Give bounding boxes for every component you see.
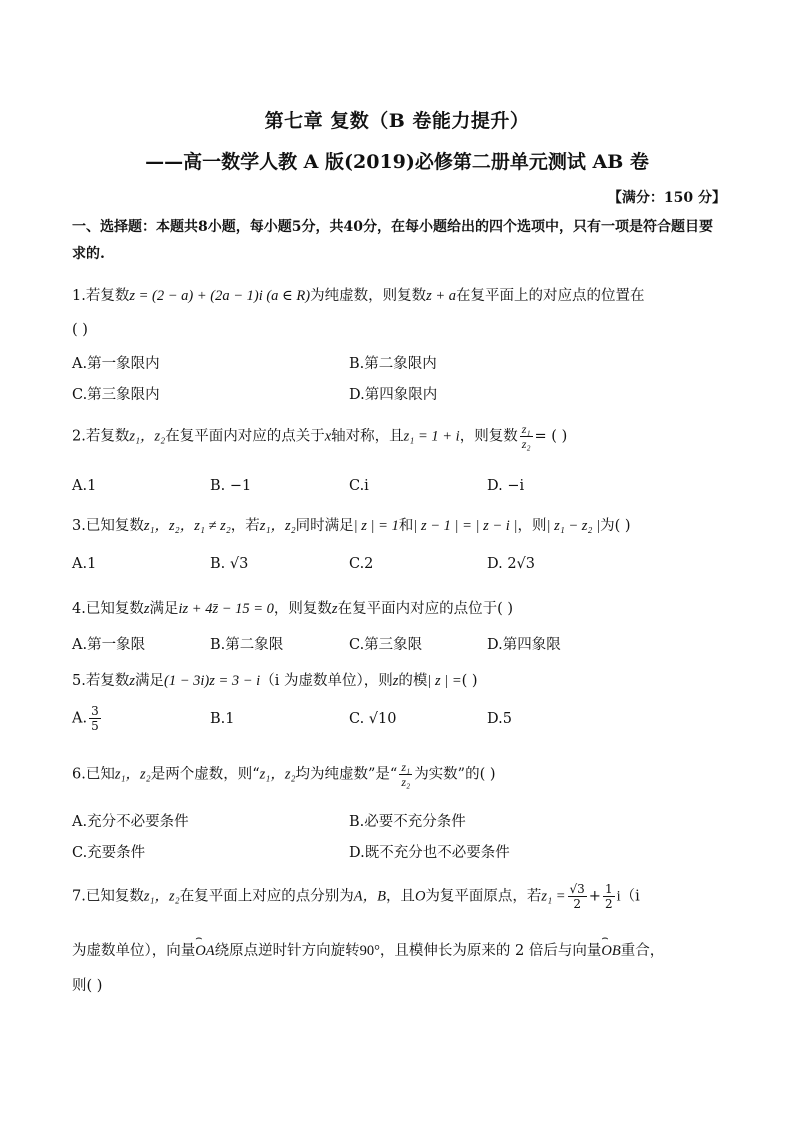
- fraction: $\frac{3}{5}$: [91, 704, 99, 733]
- question-6-stem: 6.已知z₁，z₂是两个虚数，则“z₁，z₂均为纯虚数”是“ $\frac{\text{z₁}}{\text{z₂}}$ 为实数”的( ): [72, 760, 496, 789]
- question-2-option-b: B. −1: [210, 478, 252, 494]
- question-1-paren: ( ): [72, 322, 88, 338]
- question-5-option-c: C. √10: [349, 711, 397, 727]
- page-title: 第七章 复数（B 卷能力提升）: [264, 110, 530, 132]
- question-1-option-d: D.第四象限内: [349, 387, 438, 403]
- question-4-option-d: D.第四象限: [487, 637, 561, 653]
- question-6-option-d: D.既不充分也不必要条件: [349, 845, 510, 861]
- fraction: $\frac{\text{z₁}}{\text{z₂}}$: [401, 760, 411, 789]
- question-4-stem: 4.已知复数z满足iz + 4z̄ − 15 = 0，则复数z在复平面内对应的点位于( ): [72, 601, 514, 617]
- question-7-paren: 则( ): [72, 978, 103, 994]
- question-7-stem: 7.已知复数z₁，z₂在复平面上对应的点分别为A，B，且O为复平面原点，若z₁ = $\frac{√3}{2}$ + $\frac{1}{2}$ i（i: [72, 882, 640, 911]
- question-6-option-c: C.充要条件: [72, 845, 146, 861]
- question-1-option-c: C.第三象限内: [72, 387, 160, 403]
- page-subtitle: ——高一数学人教 A 版(2019)必修第二册单元测试 AB 卷: [145, 151, 649, 173]
- question-5-option-b: B.1: [210, 711, 235, 727]
- question-1-stem: 1.若复数z = (2 − a) + (2a − 1)i (a ∈ R)为纯虚数，则复数z + a在复平面上的对应点的位置在: [72, 288, 645, 304]
- question-1-option-a: A.第一象限内: [72, 356, 160, 372]
- question-3-stem: 3.已知复数z₁，z₂，z₁ ≠ z₂，若z₁，z₂同时满足| z | = 1和| z − 1 | = | z − i |，则| z₁ − z₂ |为( ): [72, 518, 631, 534]
- question-3-option-d: D. 2√3: [487, 556, 536, 572]
- question-4-option-a: A.第一象限: [72, 637, 146, 653]
- question-3-option-b: B. √3: [210, 556, 249, 572]
- question-3-option-c: C.2: [349, 556, 374, 572]
- vector-ob: ⌢ OB: [601, 943, 620, 959]
- section-heading: 一、选择题：本题共8小题，每小题5分，共40分，在每小题给出的四个选项中，只有一项是符合题目要求的.: [72, 219, 713, 262]
- question-5-option-d: D.5: [487, 711, 512, 727]
- question-5-stem: 5.若复数z满足(1 − 3i)z = 3 − i（i 为虚数单位），则z的模| z | =( ): [72, 673, 478, 689]
- question-2-option-c: C.i: [349, 478, 369, 494]
- question-4-option-c: C.第三象限: [349, 637, 423, 653]
- question-7-stem-line-2: 为虚数单位），向量⌢ OA绕原点逆时针方向旋转90°，且模伸长为原来的 2 倍后与向量⌢ OB重合，: [72, 939, 664, 960]
- fraction: $\frac{\text{z₁}}{\text{z₂}}$: [521, 422, 531, 451]
- question-4-option-b: B.第二象限: [210, 637, 284, 653]
- question-2-option-d: D. −i: [487, 478, 525, 494]
- question-3-option-a: A.1: [72, 556, 97, 572]
- question-5-option-a: A. $\frac{3}{5}$: [72, 704, 99, 733]
- fraction: $\frac{1}{2}$: [604, 882, 613, 911]
- vector-oa: ⌢ OA: [195, 943, 214, 959]
- question-6-option-a: A.充分不必要条件: [72, 814, 189, 830]
- question-6-option-b: B.必要不充分条件: [349, 814, 466, 830]
- question-2-stem: 2.若复数z₁，z₂在复平面内对应的点关于x轴对称，且z₁ = 1 + i，则复数 $\frac{\text{z₁}}{\text{z₂}}$ = ( ): [72, 422, 568, 451]
- fraction: $\frac{√3}{2}$: [569, 882, 585, 911]
- score-label: 【满分：150 分】: [607, 190, 726, 206]
- question-2-option-a: A.1: [72, 478, 97, 494]
- question-1-option-b: B.第二象限内: [349, 356, 437, 372]
